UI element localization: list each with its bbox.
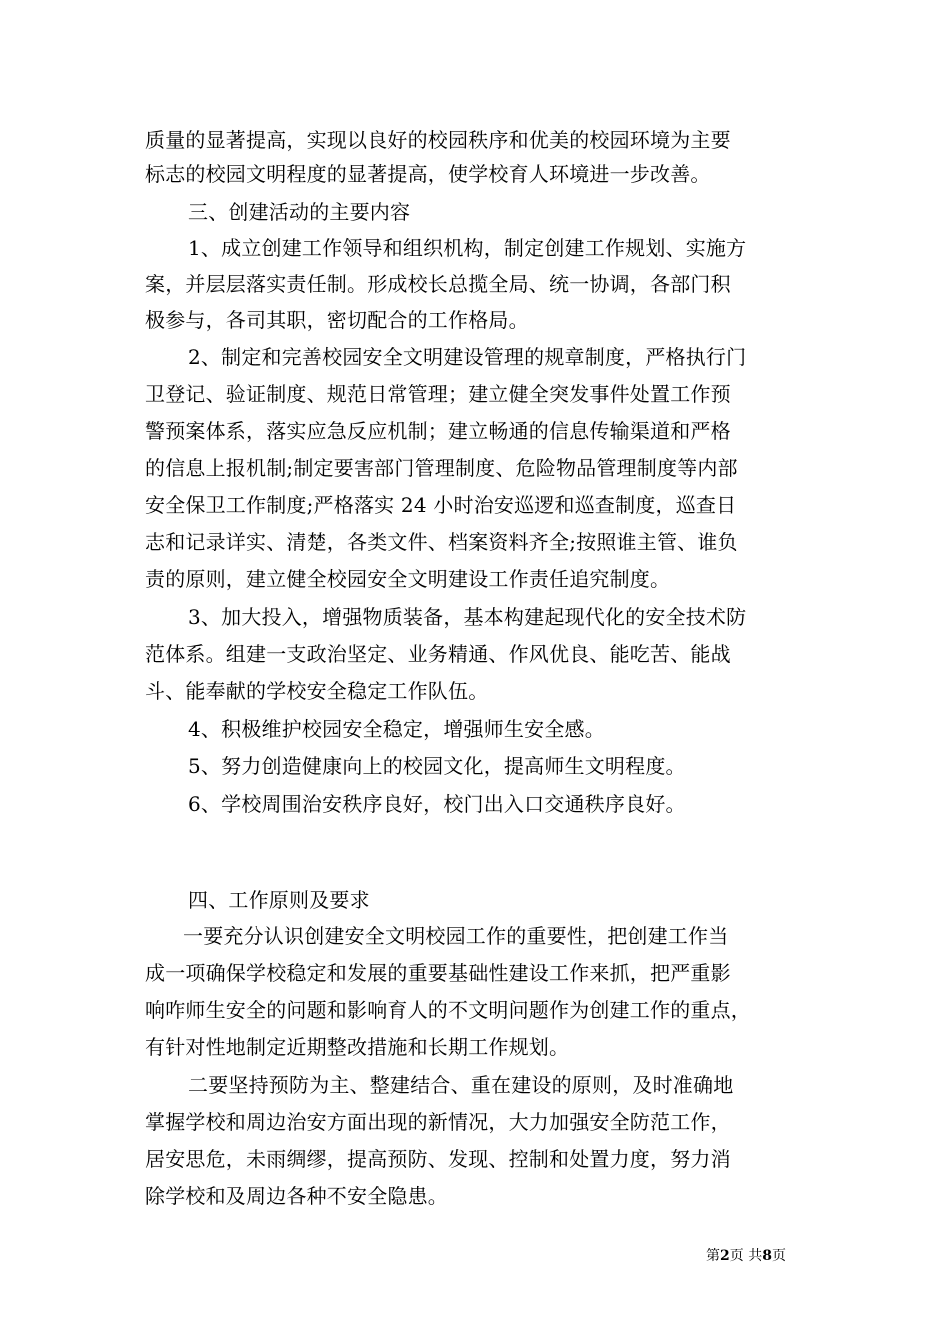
text-line: 2、制定和完善校园安全文明建设管理的规章制度，严格执行门 <box>188 345 747 369</box>
text-line: 志和记录详实、清楚，各类文件、档案资料齐全;按照谁主管、谁负 <box>145 530 738 554</box>
text-line: 标志的校园文明程度的显著提高，使学校育人环境进一步改善。 <box>145 162 711 186</box>
text-line: 质量的显著提高，实现以良好的校园秩序和优美的校园环境为主要 <box>145 128 731 152</box>
text-line: 有针对性地制定近期整改措施和长期工作规划。 <box>145 1035 570 1059</box>
current-page-number: 2 <box>720 1248 730 1264</box>
text-line: 居安思危，未雨绸缪，提高预防、发现、控制和处置力度，努力消 <box>145 1147 731 1171</box>
text-line: 斗、能奉献的学校安全稳定工作队伍。 <box>145 679 489 703</box>
footer-prefix: 第 <box>706 1248 720 1264</box>
text-line: 案，并层层落实责任制。形成校长总揽全局、统一协调，各部门积 <box>145 272 731 296</box>
text-line: 响咋师生安全的问题和影响育人的不文明问题作为创建工作的重点， <box>145 998 751 1022</box>
text-line: 6、学校周围治安秩序良好，校门出入口交通秩序良好。 <box>188 792 686 816</box>
text-line: 掌握学校和周边治安方面出现的新情况，大力加强安全防范工作， <box>145 1110 731 1134</box>
footer-middle: 页 共 <box>729 1248 763 1264</box>
text-line: 二要坚持预防为主、整建结合、重在建设的原则，及时准确地 <box>188 1073 734 1097</box>
text-line: 一要充分认识创建安全文明校园工作的重要性，把创建工作当 <box>183 924 729 948</box>
footer-suffix: 页 <box>771 1248 786 1264</box>
text-line: 范体系。组建一支政治坚定、业务精通、作风优良、能吃苦、能战 <box>145 642 731 666</box>
text-line: 5、努力创造健康向上的校园文化，提高师生文明程度。 <box>188 754 686 778</box>
text-line: 3、加大投入，增强物质装备，基本构建起现代化的安全技术防 <box>188 605 747 629</box>
total-pages-number: 8 <box>762 1248 772 1264</box>
section-heading: 四、工作原则及要求 <box>188 888 370 912</box>
text-line: 除学校和及周边各种不安全隐患。 <box>145 1184 448 1208</box>
section-heading: 三、创建活动的主要内容 <box>188 200 411 224</box>
text-line: 4、积极维护校园安全稳定，增强师生安全感。 <box>188 717 605 741</box>
page-footer <box>706 1246 786 1266</box>
text-line: 警预案体系，落实应急反应机制；建立畅通的信息传输渠道和严格 <box>145 419 731 443</box>
text-line: 安全保卫工作制度;严格落实 24 小时治安巡逻和巡查制度，巡查日 <box>145 493 737 517</box>
text-line: 责的原则，建立健全校园安全文明建设工作责任追究制度。 <box>145 567 671 591</box>
text-line: 1、成立创建工作领导和组织机构，制定创建工作规划、实施方 <box>188 236 747 260</box>
text-line: 成一项确保学校稳定和发展的重要基础性建设工作来抓，把严重影 <box>145 961 731 985</box>
text-line: 极参与，各司其职，密切配合的工作格局。 <box>145 308 529 332</box>
text-line: 卫登记、验证制度、规范日常管理；建立健全突发事件处置工作预 <box>145 382 731 406</box>
text-line: 的信息上报机制;制定要害部门管理制度、危险物品管理制度等内部 <box>145 456 738 480</box>
